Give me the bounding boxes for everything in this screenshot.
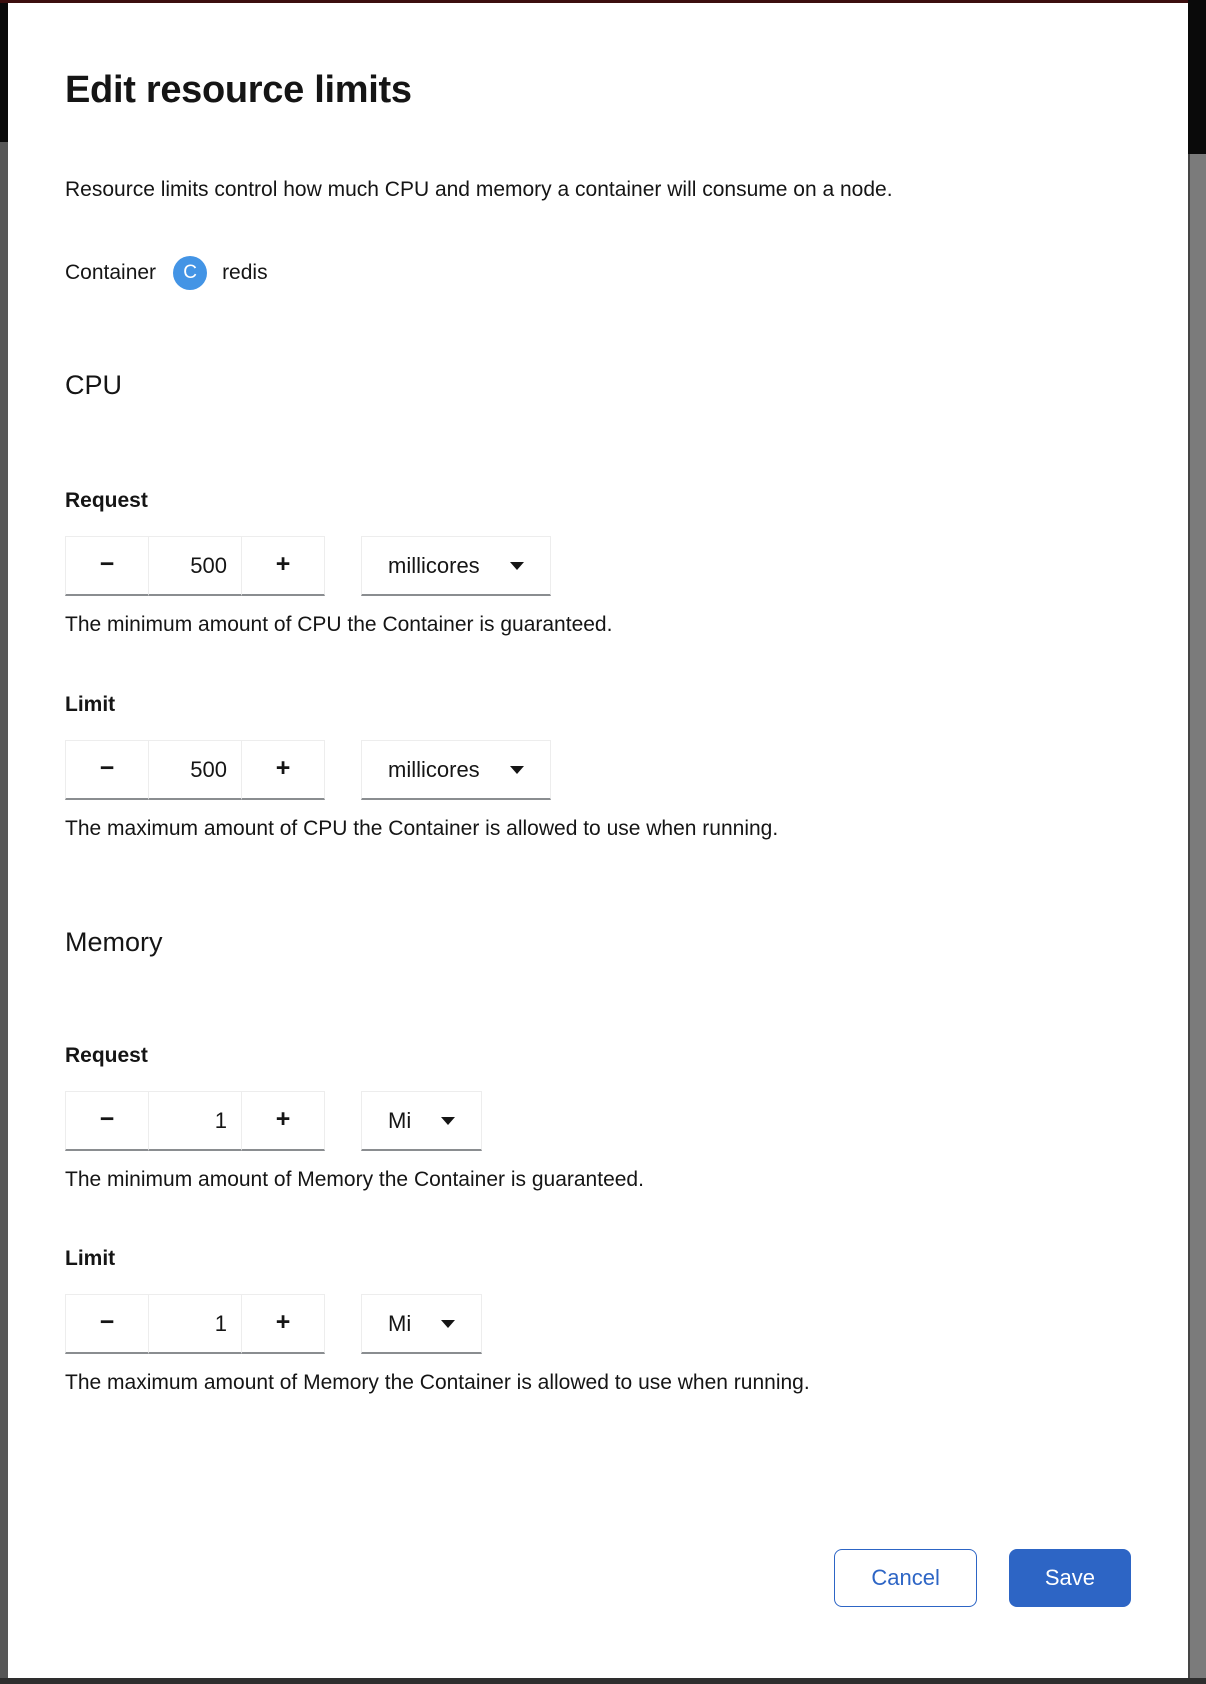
page-scrollbar[interactable] <box>1188 3 1206 1684</box>
plus-icon: + <box>275 754 291 782</box>
plus-button[interactable] <box>241 740 325 800</box>
page-background-left <box>0 3 8 1684</box>
memory-limit-input-row <box>65 1294 1131 1354</box>
minus-button[interactable] <box>65 1091 149 1151</box>
minus-icon: − <box>99 550 115 578</box>
minus-icon: − <box>99 1105 115 1133</box>
cpu-request-help-text: The minimum amount of CPU the Container is guaranteed. <box>65 613 613 636</box>
caret-down-icon <box>510 562 524 570</box>
page-background-left-dark <box>0 3 8 142</box>
section-heading-memory: Memory <box>65 927 163 957</box>
cpu-request-value-input[interactable] <box>148 536 242 596</box>
memory-request-value-input[interactable] <box>148 1091 242 1151</box>
container-name: redis <box>222 261 268 284</box>
minus-button[interactable] <box>65 1294 149 1354</box>
cancel-button[interactable]: Cancel <box>834 1549 976 1607</box>
memory-request-unit-select[interactable] <box>361 1091 482 1151</box>
page-background-right-dark <box>1188 0 1206 154</box>
minus-icon: − <box>99 754 115 782</box>
modal-footer <box>65 1549 1131 1607</box>
page-background-bottom <box>0 1678 1206 1684</box>
memory-limit-number-spinner <box>65 1294 325 1354</box>
modal-description: Resource limits control how much CPU and memory a container will consume on a node. <box>65 178 893 201</box>
container-label: Container <box>65 261 157 284</box>
memory-limit-label: Limit <box>65 1247 116 1270</box>
cpu-limit-label: Limit <box>65 693 116 716</box>
memory-limit-value-input[interactable] <box>148 1294 242 1354</box>
cpu-request-unit-select[interactable] <box>361 536 551 596</box>
memory-limit-unit-select[interactable] <box>361 1294 482 1354</box>
caret-down-icon <box>441 1320 455 1328</box>
caret-down-icon <box>441 1117 455 1125</box>
unit-select-value: Mi <box>388 1310 412 1336</box>
minus-button[interactable] <box>65 740 149 800</box>
cpu-limit-value-input[interactable] <box>148 740 242 800</box>
memory-request-help-text: The minimum amount of Memory the Container is guaranteed. <box>65 1168 644 1191</box>
unit-select-value: millicores <box>388 552 480 578</box>
edit-resource-limits-modal <box>8 3 1188 1678</box>
minus-icon: − <box>99 1308 115 1336</box>
unit-select-value: Mi <box>388 1107 412 1133</box>
plus-icon: + <box>275 1105 291 1133</box>
cpu-request-label: Request <box>65 489 148 512</box>
modal-title: Edit resource limits <box>65 69 412 111</box>
memory-request-label: Request <box>65 1044 148 1067</box>
plus-button[interactable] <box>241 1294 325 1354</box>
save-button[interactable]: Save <box>1009 1549 1131 1607</box>
section-heading-cpu: CPU <box>65 370 123 400</box>
container-row <box>65 256 1131 290</box>
container-badge-icon: C <box>173 256 207 290</box>
unit-select-value: millicores <box>388 756 480 782</box>
cpu-limit-number-spinner <box>65 740 325 800</box>
cpu-limit-input-row <box>65 740 1131 800</box>
plus-button[interactable] <box>241 536 325 596</box>
cpu-request-input-row <box>65 536 1131 596</box>
cpu-limit-unit-select[interactable] <box>361 740 551 800</box>
plus-icon: + <box>275 1308 291 1336</box>
cpu-request-number-spinner <box>65 536 325 596</box>
memory-request-input-row <box>65 1091 1131 1151</box>
memory-request-number-spinner <box>65 1091 325 1151</box>
caret-down-icon <box>510 766 524 774</box>
plus-icon: + <box>275 550 291 578</box>
plus-button[interactable] <box>241 1091 325 1151</box>
memory-limit-help-text: The maximum amount of Memory the Container is allowed to use when running. <box>65 1371 810 1394</box>
cpu-limit-help-text: The maximum amount of CPU the Container is allowed to use when running. <box>65 817 779 840</box>
minus-button[interactable] <box>65 536 149 596</box>
